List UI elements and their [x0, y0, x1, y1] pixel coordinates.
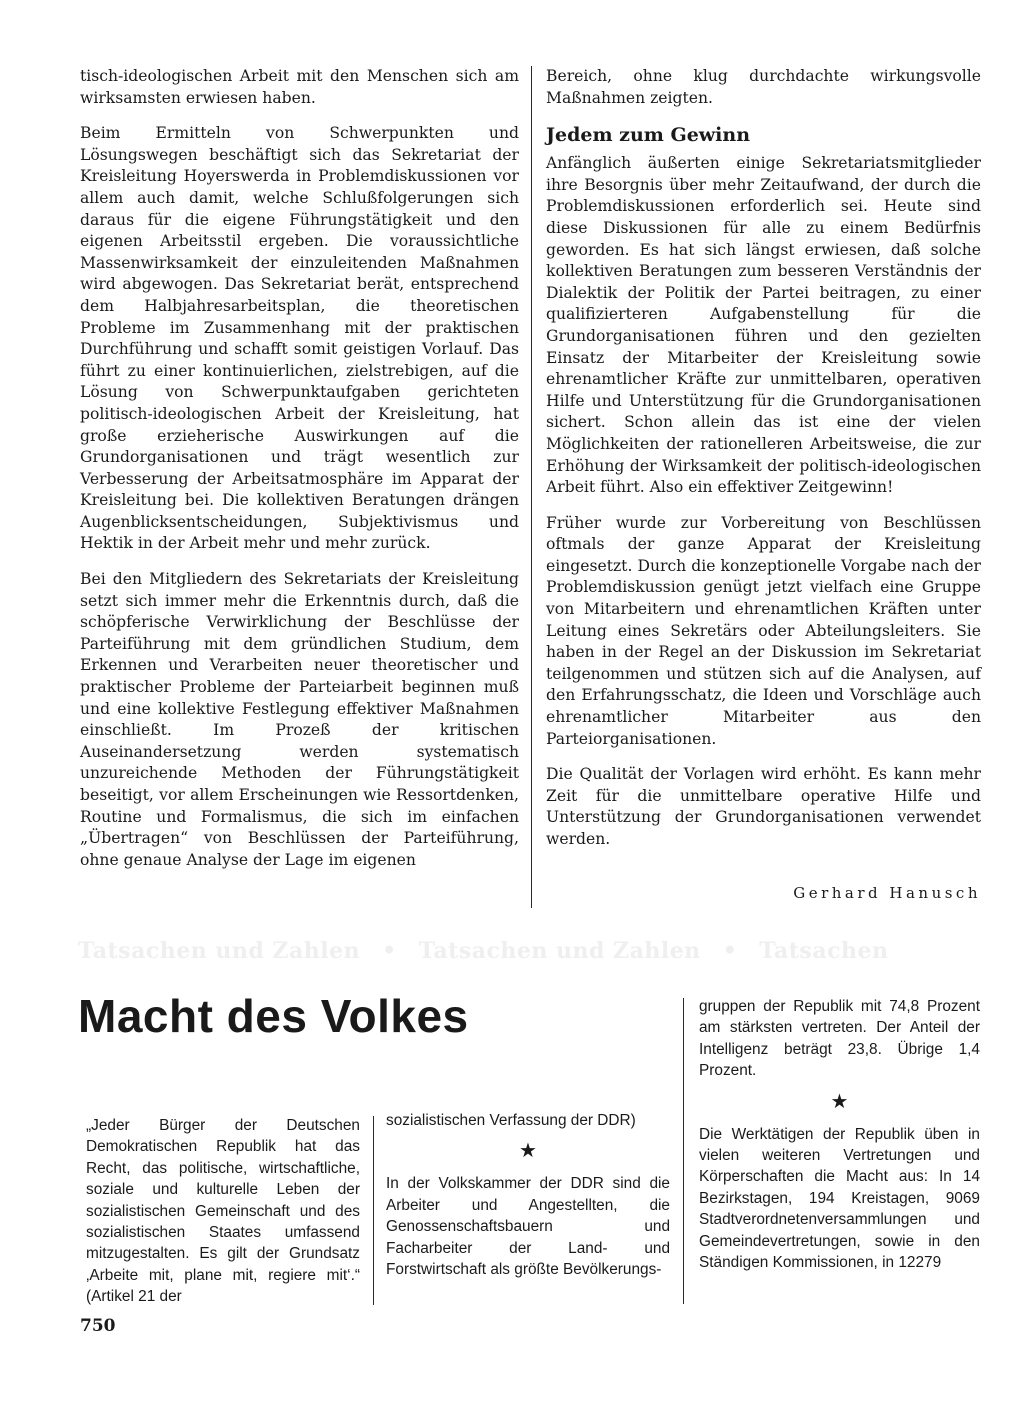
banner-text: Tatsachen [759, 938, 889, 964]
star-separator-icon: ★ [830, 1090, 849, 1113]
banner-text: Tatsachen und Zahlen [78, 938, 361, 964]
lower-column-1 [86, 1115, 360, 1308]
headline: Macht des Volkes [78, 990, 469, 1042]
column-divider [373, 1116, 374, 1305]
paragraph: In der Volkskammer der DDR sind die Arbeiter und Angestellten, die Genossenschaftsbauern und Facharbeiter der Land- und Forstwirtschaft als größte Bevölkerungs- [386, 1175, 670, 1279]
column-divider [683, 998, 684, 1304]
paragraph: Die Werktätigen der Republik üben in vielen weiteren Vertretungen und Körperschaften die Macht aus: In 14 Bezirkstagen, 194 Kreistagen, 9069 Stadtverordnetenversammlungen und Gemeindevertretungen, sowie in den Ständigen Kommissionen, in 12279 [699, 1125, 980, 1272]
paragraph: sozialistischen Verfassung der DDR) [386, 1112, 636, 1129]
paragraph: Die Qualität der Vorlagen wird erhöht. Es kann mehr Zeit für die unmittelbare operative Hilfe und Unterstützung der Grundorganisationen verwendet werden. [546, 765, 981, 848]
author-signature: Gerhard Hanusch [793, 883, 981, 902]
paragraph: Anfänglich äußerten einige Sekretariatsmitglieder ihre Besorgnis über mehr Zeitaufwand, der durch die Problemdiskussionen erforderlich sei. Heute sind diese Diskussionen für alle zu einem Bedürfnis geworden. Es hat sich längst erwiesen, daß solche kollektiven Beratungen zum besseren Verständnis der Dialektik der Politik der Partei beitragen, zu einer qualifizierteren Aufgabenstellung für die Grundorganisationen führen und den gezielten Einsatz der Mitarbeiter der Kreisleitung sowie ehrenamtlicher Kräfte zur unmittelbaren, operativen Hilfe und Unterstützung für die Grundorganisationen sichert. Schon allein das ist eine der vielen Möglichkeiten der rationelleren Arbeitsweise, die zur Erhöhung der Wirksamkeit der politisch-ideologischen Arbeit führt. Also ein effektiver Zeitgewinn! [546, 154, 981, 497]
banner-separator: • [722, 938, 738, 964]
paragraph: Bei den Mitgliedern des Sekretariats der Kreisleitung setzt sich immer mehr die Erkenntnis durch, daß die schöpferische Verwirklichung der Beschlüsse der Parteiführung mit dem gründlichen Studium, dem Erkennen und Verarbeiten neuer theoretischer und praktischer Probleme der Parteiarbeit beginnen muß und eine kollektive Festlegung effektiver Maßnahmen einschließt. Im Prozeß der kritischen Auseinandersetzung werden systematisch unzureichende Methoden der Führungstätigkeit beseitigt, vor allem Erscheinungen wie Ressortdenken, Routine und Formalismus, die sich im einfachen „Übertragen“ von Beschlüssen der Parteiführung, ohne genaue Analyse der Lage im eigenen [80, 570, 519, 869]
banner-text: Tatsachen und Zahlen [418, 938, 701, 964]
paragraph: Früher wurde zur Vorbereitung von Beschlüssen oftmals der ganze Apparat der Kreisleitung eingesetzt. Durch die konzeptionelle Vorgabe nach der Problemdiskussion genügt jetzt vielfach eine Gruppe von Mitarbeitern und ehrenamtlichen Kräften unter Leitung eines Sekretärs oder Abteilungsleiters. Sie haben in der Regel an der Diskussion im Sekretariat teilgenommen und stützen sich auf die Analysen, auf den Erfahrungsschatz, die Ideen und Vorschläge auch ehrenamtlicher Mitarbeiter aus den Parteiorganisationen. [546, 513, 981, 748]
article-column-right [546, 66, 981, 904]
paragraph: Beim Ermitteln von Schwerpunkten und Lösungswegen beschäftigt sich das Sekretariat der Kreisleitung Hoyerswerda in Problemdiskussionen vor allem auch damit, welche Schlußfolgerungen sich daraus für die eigene Führungstätigkeit und den eigenen Arbeitsstil ergeben. Die voraussichtliche Massenwirksamkeit der einzuleitenden Maßnahmen wird abgewogen. Das Sekretariat berät, entsprechend dem Halbjahresarbeitsplan, die theoretischen Probleme im Zusammenhang mit der praktischen Durchführung und schafft somit geistigen Vorlauf. Das führt zu einer kontinuierlichen, zielstrebigen, auf die Lösung von Schwerpunktaufgaben gerichteten politisch-ideologischen Arbeit der Kreisleitung, hat große erzieherische Auswirkungen auf die Grundorganisationen und trägt wesentlich zur Verbesserung der Arbeitsatmosphäre im Apparat der Kreisleitung bei. Die kollektiven Beratungen drängen Augenblicksentscheidungen, Subjektivismus und Hektik in der Arbeit mehr und mehr zurück. [80, 124, 519, 553]
lower-column-3 [699, 996, 980, 1273]
lower-column-2 [386, 1110, 670, 1280]
banner-separator: • [382, 938, 397, 964]
paragraph: gruppen der Republik mit 74,8 Prozent am stärksten vertreten. Der Anteil der Intelligenz beträgt 23,8. Übrige 1,4 Prozent. [699, 998, 980, 1080]
section-banner [78, 938, 988, 964]
star-separator-icon: ★ [519, 1140, 537, 1163]
article-column-left [80, 66, 519, 871]
paragraph: Bereich, ohne klug durchdachte wirkungsvolle Maßnahmen zeigten. [546, 67, 981, 107]
section-subheading: Jedem zum Gewinn [546, 124, 751, 147]
paragraph: tisch-ideologischen Arbeit mit den Menschen sich am wirksamsten erwiesen haben. [80, 67, 519, 107]
page-number: 750 [80, 1316, 116, 1336]
column-divider [531, 66, 532, 908]
paragraph: „Jeder Bürger der Deutschen Demokratischen Republik hat das Recht, das politische, wirtschaftliche, soziale und kulturelle Leben der sozialistischen Gemeinschaft und des sozialistischen Staates umfassend mitzugestalten. Es gilt der Grundsatz ‚Arbeite mit, plane mit, regiere mit‘.“ (Artikel 21 der [86, 1117, 360, 1306]
